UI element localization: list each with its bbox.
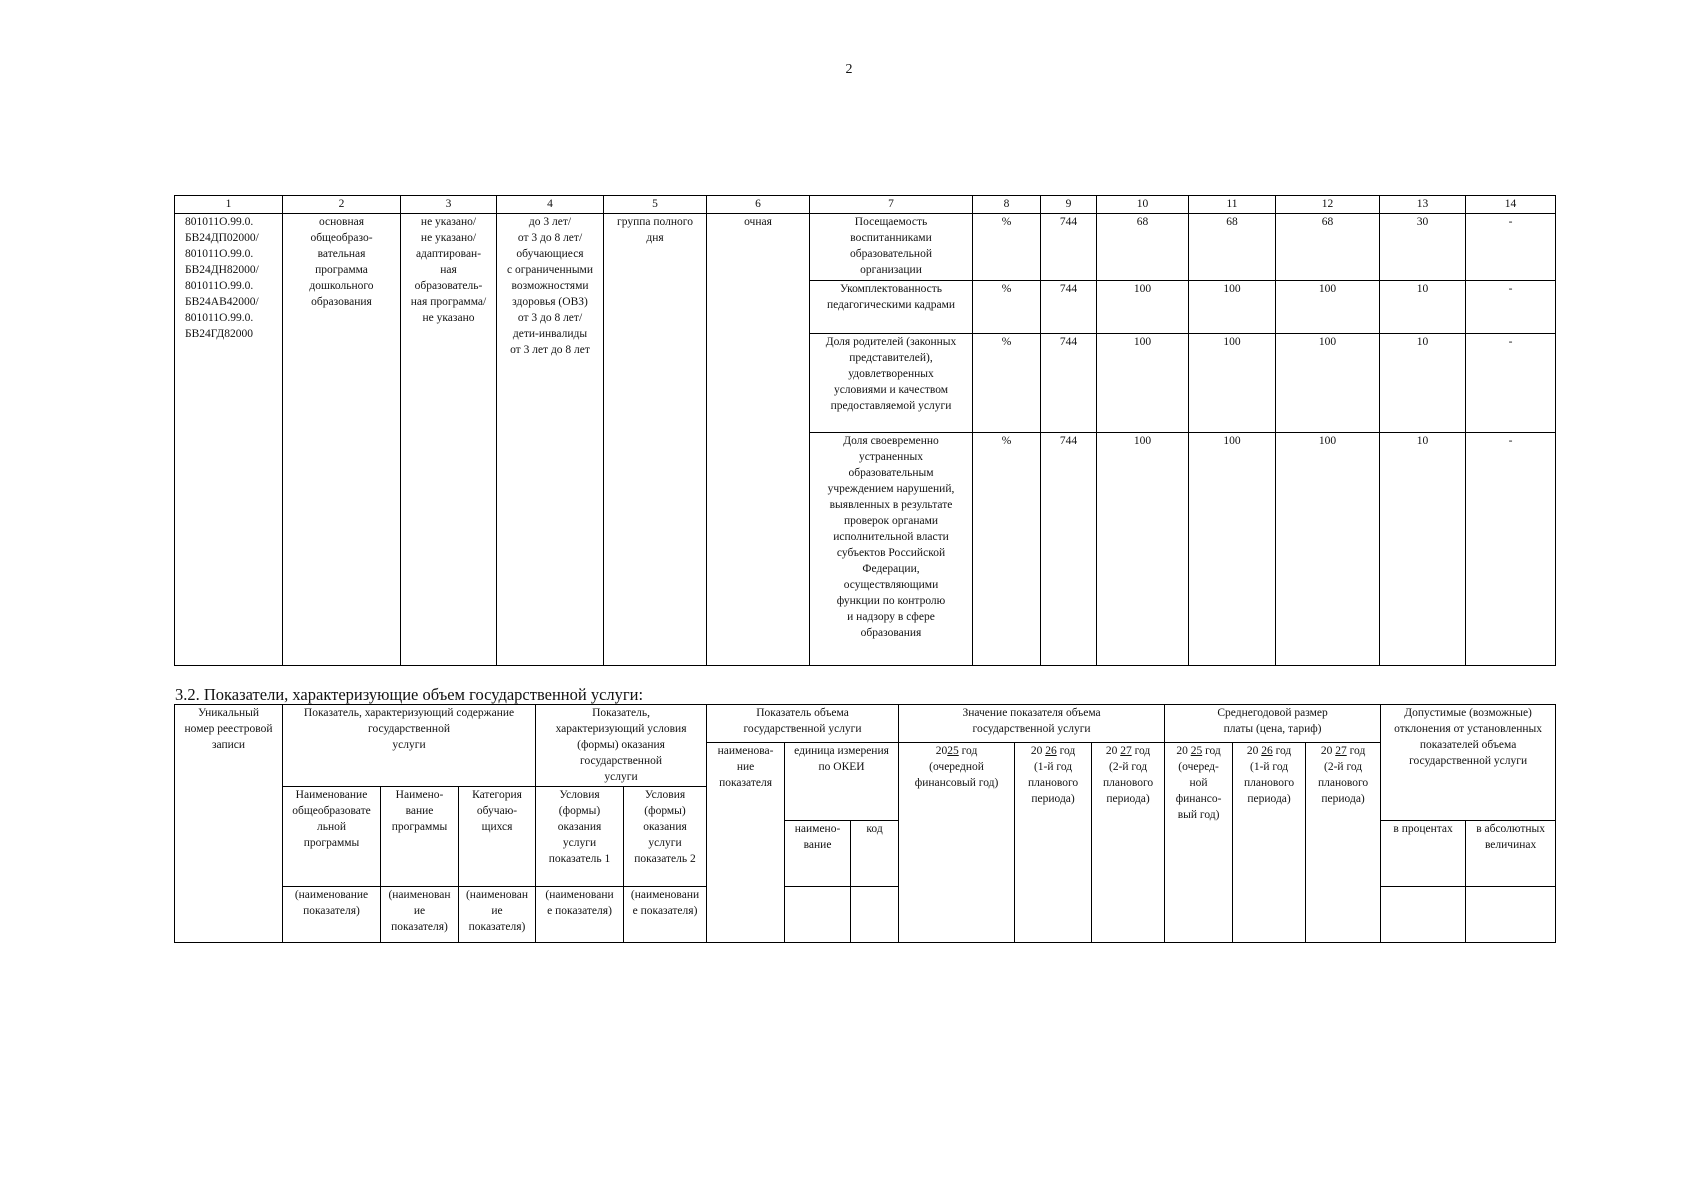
quality-indicators-table <box>174 195 1556 666</box>
value-2027-cell: 68 <box>1276 214 1380 281</box>
deviation-percent-cell <box>1381 887 1466 943</box>
column-number: 7 <box>810 196 973 214</box>
year-word: год <box>1205 745 1221 757</box>
unit-cell: % <box>973 433 1041 666</box>
year-suffix: 26 <box>1045 745 1057 757</box>
indicator-name-cell: Укомплектованность педагогическими кадрами <box>810 281 973 334</box>
header-deviation-percent: в процентах <box>1381 821 1466 887</box>
okei-code-cell: 744 <box>1041 281 1097 334</box>
deviation-absolute-cell: - <box>1466 433 1556 666</box>
year-word: год <box>1059 745 1076 757</box>
year-word: год <box>1275 745 1292 757</box>
condition-2-cell: очная <box>707 214 810 666</box>
header-allowed-deviation: Допустимые (возможные) отклонения от установленных показателей объема государственной услуги <box>1381 705 1556 821</box>
header-condition-2: Условия (формы) оказания услуги показатель 2 <box>624 787 707 887</box>
header-volume-indicator: Показатель объема государственной услуги <box>707 705 899 743</box>
header-fee-year-2 <box>1233 743 1306 943</box>
year-word: год <box>961 745 978 757</box>
value-2025-cell: 100 <box>1097 433 1189 666</box>
condition-1-cell: группа полного дня <box>604 214 707 666</box>
value-2027-cell: 100 <box>1276 281 1380 334</box>
section-title: 3.2. Показатели, характеризующие объем государственной услуги: <box>175 685 644 704</box>
indicator-subheader: (наименовани е показателя) <box>624 887 707 943</box>
deviation-percent-cell: 10 <box>1380 334 1466 433</box>
table-header-row <box>175 705 1556 743</box>
deviation-percent-cell: 30 <box>1380 214 1466 281</box>
program-type-cell: не указано/ не указано/ адаптирован- ная образователь- ная программа/ не указано <box>401 214 497 666</box>
indicator-name-cell: Доля родителей (законных представителей), удовлетворенных условиями и качеством предоставляемой услуги <box>810 334 973 433</box>
okei-code-cell: 744 <box>1041 334 1097 433</box>
page-number: 2 <box>845 62 853 77</box>
value-2025-cell: 100 <box>1097 281 1189 334</box>
year-word: год <box>1349 745 1366 757</box>
year-note: (очеред- ной финансо- вый год) <box>1175 761 1222 821</box>
column-number: 12 <box>1276 196 1380 214</box>
column-number-row <box>175 196 1556 214</box>
indicator-subheader: (наименован ие показателя) <box>381 887 459 943</box>
year-note: (2-й год планового периода) <box>1317 761 1369 805</box>
year-prefix: 20 <box>1246 745 1259 757</box>
year-suffix: 26 <box>1261 745 1273 757</box>
header-value-year-3 <box>1092 743 1165 943</box>
column-number: 3 <box>401 196 497 214</box>
year-prefix: 20 <box>1105 745 1118 757</box>
deviation-absolute-cell: - <box>1466 214 1556 281</box>
unit-cell: % <box>973 281 1041 334</box>
column-number: 1 <box>175 196 283 214</box>
value-2026-cell: 100 <box>1189 433 1276 666</box>
year-prefix: 20 <box>1176 745 1188 757</box>
student-category-cell: до 3 лет/ от 3 до 8 лет/ обучающиеся с ограниченными возможностями здоровья (ОВЗ) от 3 до 8 лет/ дети-инвалиды от 3 лет до 8 лет <box>497 214 604 666</box>
value-2026-cell: 100 <box>1189 281 1276 334</box>
column-number: 5 <box>604 196 707 214</box>
value-2026-cell: 68 <box>1189 214 1276 281</box>
column-number: 14 <box>1466 196 1556 214</box>
indicator-name-cell: Доля своевременно устраненных образовательным учреждением нарушений, выявленных в результате проверок органами исполнительной власти субъектов Российской Федерации, осуществляющими функции по контролю и надзору в сфере образования <box>810 433 973 666</box>
table-row <box>175 214 1556 281</box>
header-value-year-2 <box>1015 743 1092 943</box>
unit-cell: % <box>973 214 1041 281</box>
registry-record-number: 801011О.99.0. БВ24ДП02000/ 801011О.99.0. БВ24ДН82000/ 801011О.99.0. БВ24АВ42000/ 801011О.99.0. БВ24ГД82000 <box>175 214 283 666</box>
header-deviation-absolute: в абсолютных величинах <box>1466 821 1556 887</box>
column-number: 11 <box>1189 196 1276 214</box>
header-student-category: Категория обучаю- щихся <box>459 787 536 887</box>
indicator-subheader: (наименован ие показателя) <box>459 887 536 943</box>
okei-code-cell: 744 <box>1041 433 1097 666</box>
header-indicator-name: наименова- ние показателя <box>707 743 785 943</box>
header-content-indicator: Показатель, характеризующий содержание государственной услуги <box>283 705 536 787</box>
year-note: (очередной финансовый год) <box>914 761 999 789</box>
year-note: (2-й год планового периода) <box>1102 761 1154 805</box>
header-okei-name: наимено- вание <box>785 821 851 887</box>
value-2025-cell: 100 <box>1097 334 1189 433</box>
column-number: 2 <box>283 196 401 214</box>
year-note: (1-й год планового периода) <box>1243 761 1295 805</box>
column-number: 10 <box>1097 196 1189 214</box>
unit-cell: % <box>973 334 1041 433</box>
column-number: 9 <box>1041 196 1097 214</box>
header-registry-record: Уникальный номер реестровой записи <box>175 705 283 943</box>
header-okei-unit: единица измерения по ОКЕИ <box>785 743 899 821</box>
column-number: 8 <box>973 196 1041 214</box>
header-program-type: Наимено- вание программы <box>381 787 459 887</box>
header-fee-year-3 <box>1306 743 1381 943</box>
column-number: 13 <box>1380 196 1466 214</box>
year-suffix: 27 <box>1335 745 1347 757</box>
header-average-fee: Среднегодовой размер платы (цена, тариф) <box>1165 705 1381 743</box>
year-suffix: 27 <box>1120 745 1132 757</box>
column-number: 6 <box>707 196 810 214</box>
deviation-absolute-cell: - <box>1466 281 1556 334</box>
column-number: 4 <box>497 196 604 214</box>
header-fee-year-1 <box>1165 743 1233 943</box>
deviation-percent-cell: 10 <box>1380 433 1466 666</box>
year-prefix: 20 <box>1320 745 1333 757</box>
value-2027-cell: 100 <box>1276 334 1380 433</box>
indicator-name-cell: Посещаемость воспитанниками образовательной организации <box>810 214 973 281</box>
indicator-subheader: (наименовани е показателя) <box>536 887 624 943</box>
okei-code-cell: 744 <box>1041 214 1097 281</box>
volume-indicators-table <box>174 704 1556 943</box>
header-conditions-indicator: Показатель, характеризующий условия (формы) оказания государственной услуги <box>536 705 707 787</box>
deviation-absolute-cell <box>1466 887 1556 943</box>
year-suffix: 25 <box>1190 745 1203 757</box>
header-program-name: Наименование общеобразовате льной программы <box>283 787 381 887</box>
header-value-year-1 <box>899 743 1015 943</box>
indicator-subheader: (наименование показателя) <box>283 887 381 943</box>
deviation-absolute-cell: - <box>1466 334 1556 433</box>
year-prefix: 20 <box>935 745 948 757</box>
year-word: год <box>1134 745 1151 757</box>
year-suffix: 25 <box>947 745 959 757</box>
deviation-percent-cell: 10 <box>1380 281 1466 334</box>
header-volume-value: Значение показателя объема государственной услуги <box>899 705 1165 743</box>
year-note: (1-й год планового периода) <box>1027 761 1079 805</box>
header-okei-code: код <box>851 821 899 887</box>
educational-program-cell: основная общеобразо- вательная программа дошкольного образования <box>283 214 401 666</box>
value-2026-cell: 100 <box>1189 334 1276 433</box>
value-2025-cell: 68 <box>1097 214 1189 281</box>
year-prefix: 20 <box>1030 745 1043 757</box>
okei-code-cell <box>851 887 899 943</box>
header-condition-1: Условия (формы) оказания услуги показатель 1 <box>536 787 624 887</box>
okei-name-cell <box>785 887 851 943</box>
value-2027-cell: 100 <box>1276 433 1380 666</box>
